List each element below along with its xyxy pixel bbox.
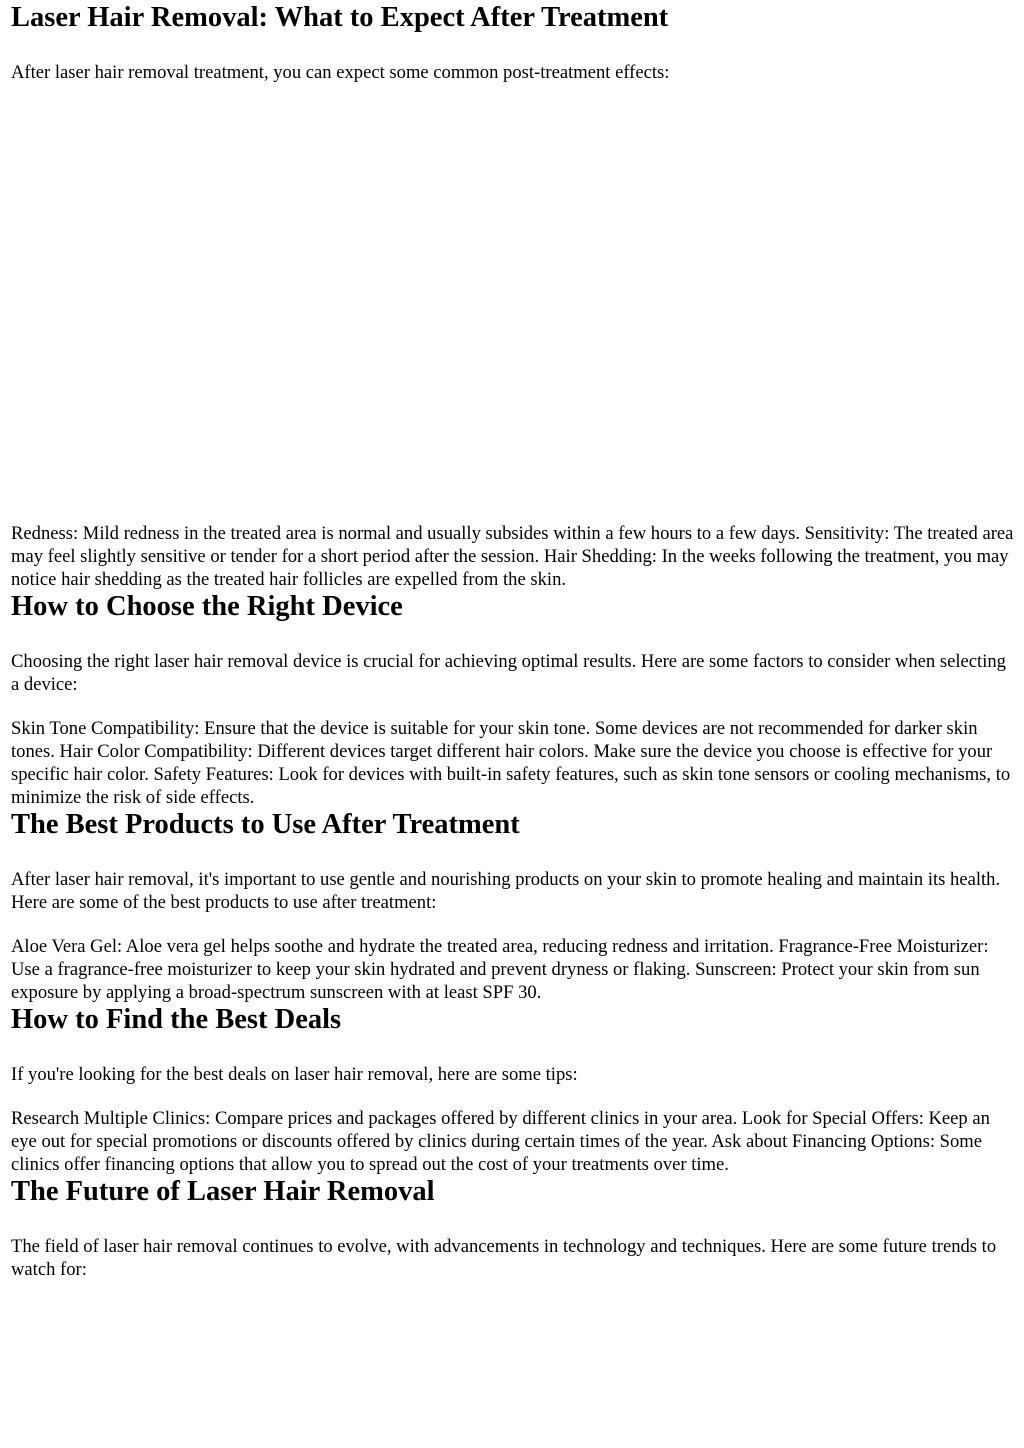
blank-media-area: [11, 84, 1014, 522]
section-paragraph: If you're looking for the best deals on laser hair removal, here are some tips:: [11, 1064, 578, 1085]
section-paragraph: Aloe Vera Gel: Aloe vera gel helps soothe and hydrate the treated area, reducing redness and irritation. Fragrance-Free Moisturizer: Use a fragrance-free moisturizer to keep your skin hydrated and prevent dryness or flaking. Sunscreen: Protect your skin from sun exposure by applying a broad-spectrum sunscreen with at least SPF 30.: [11, 936, 989, 1003]
section-heading-future: The Future of Laser Hair Removal: [11, 1176, 435, 1207]
section-paragraph: The field of laser hair removal continues to evolve, with advancements in technology and techniques. Here are some future trends to watch for:: [11, 1236, 997, 1280]
page-title: Laser Hair Removal: What to Expect After Treatment: [11, 2, 669, 33]
intro-paragraph: After laser hair removal treatment, you can expect some common post-treatment effects:: [11, 62, 670, 83]
section-paragraph: Choosing the right laser hair removal device is crucial for achieving optimal results. Here are some factors to consider when selecting a device:: [11, 651, 1006, 695]
section-heading-best-deals: How to Find the Best Deals: [11, 1004, 342, 1035]
effects-paragraph: Redness: Mild redness in the treated area is normal and usually subsides within a few hours to a few days. Sensitivity: The treated area may feel slightly sensitive or tender for a short period after the session. Hair Shedding: In the weeks following the treatment, you may notice hair shedding as the treated hair follicles are expelled from the skin.: [11, 523, 1014, 590]
section-paragraph: Skin Tone Compatibility: Ensure that the device is suitable for your skin tone. Some devices are not recommended for darker skin tones. Hair Color Compatibility: Different devices target different hair colors. Make sure the device you choose is effective for your specific hair color. Safety Features: Look for devices with built-in safety features, such as skin tone sensors or cooling mechanisms, to minimize the risk of side effects.: [11, 718, 1011, 808]
section-paragraph: After laser hair removal, it's important to use gentle and nourishing products on your skin to promote healing and maintain its health. Here are some of the best products to use after treatment:: [11, 869, 1001, 913]
section-paragraph: Research Multiple Clinics: Compare prices and packages offered by different clinics in your area. Look for Special Offers: Keep an eye out for special promotions or discounts offered by clinics during certain times of the year. Ask about Financing Options: Some clinics offer financing options that allow you to spread out the cost of your treatments over time.: [11, 1108, 990, 1175]
section-heading-best-products: The Best Products to Use After Treatment: [11, 809, 520, 840]
section-heading-choose-device: How to Choose the Right Device: [11, 591, 403, 622]
